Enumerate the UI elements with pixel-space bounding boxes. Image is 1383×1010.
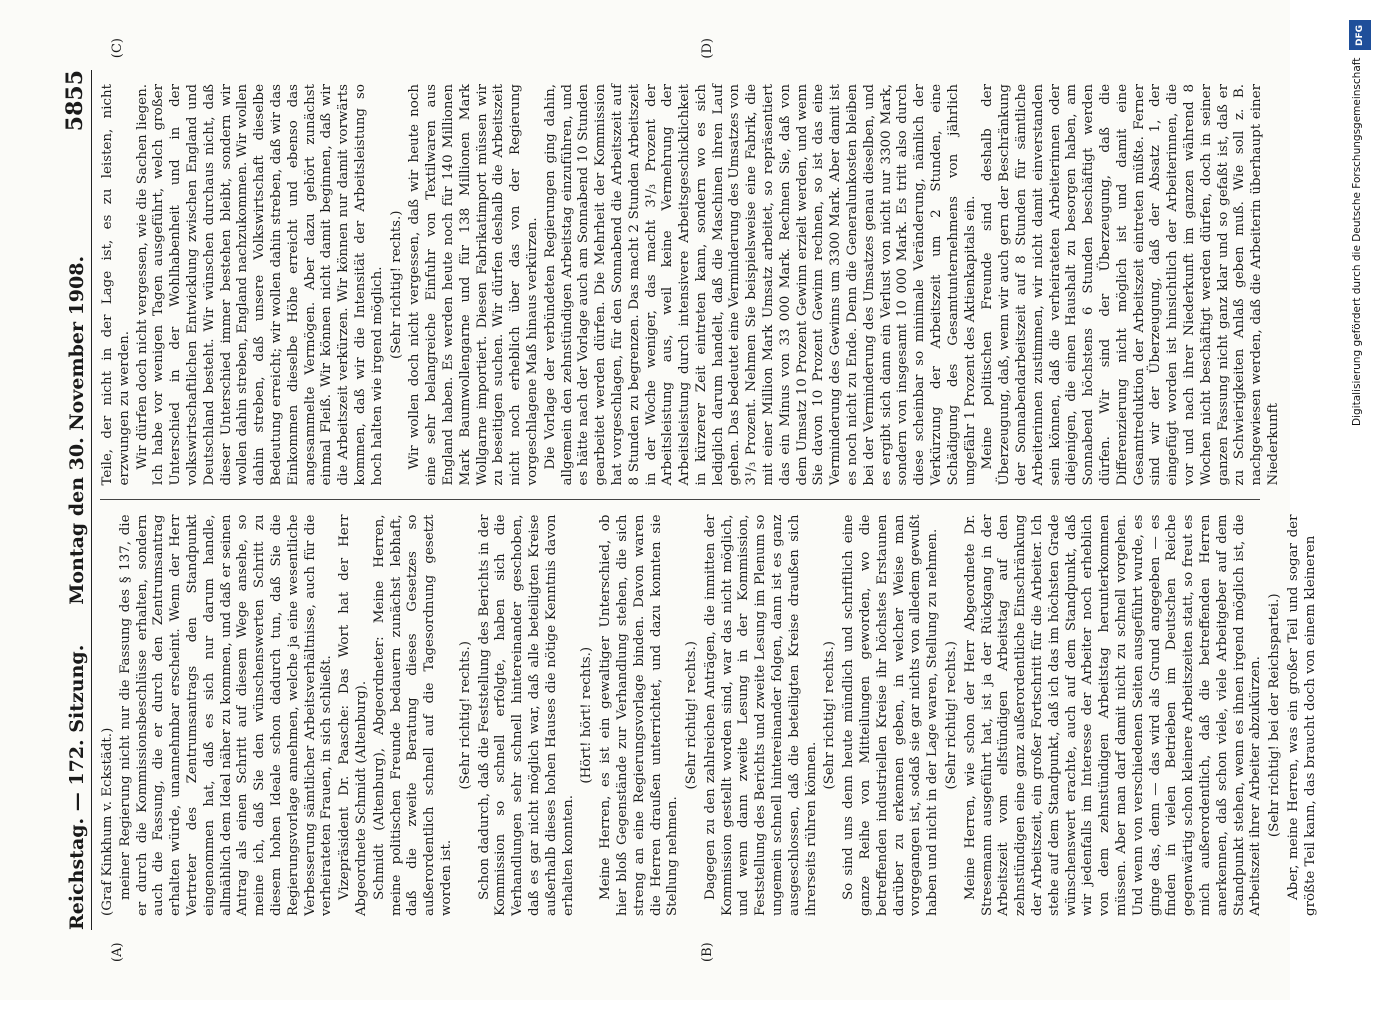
paragraph: Schon dadurch, daß die Feststellung des Berichts in der Kommission so schnell erfolgte, haben sich die Verhandlungen sehr schnell hintereinander geschoben, daß es gar nicht möglich war, daß alle beteiligten Kreise außerhalb dieses hohen Hauses die nötige Kenntnis davon erhalten konnten.	[476, 514, 576, 916]
paragraph: So sind uns denn heute mündlich und schriftlich eine ganze Reihe von Mitteilungen geworden, wo die betreffenden industriellen Kreise ihr höchstes Erstaunen darüber zu erkennen geben, in welcher Weise man vorgegangen ist, sodaß sie gar nichts von alledem gewußt haben und nicht in der Lage waren, Stellung zu nehmen.	[841, 514, 941, 916]
paragraph: (Graf Kinkhum v. Eckstädt.)	[100, 727, 115, 916]
paragraph: Schmidt (Altenburg), Abgeordneter: Meine Herren, meine politischen Freunde bedauern zunächst lebhaft, daß die zweite Beratung dieses Gesetzes so außerordentlich schnell auf die Tagesordnung gesetzt worden ist.	[371, 514, 454, 916]
paragraph: Teile, der nicht in der Lage ist, es zu leisten, nicht erzwungen zu werden.	[100, 84, 132, 486]
interjection: (Sehr richtig! rechts.)	[457, 641, 473, 790]
paragraph: Meine Herren, wie schon der Herr Abgeordnete Dr. Stresemann ausgeführt hat, ist ja der Rückgang in der Arbeitszeit vom elfstündigen Arbeitstag auf den zehnstündigen eine ganz außerordentliche Einschränkung der Arbeitszeit, ein großer Fortschritt für die Arbeiter. Ich stehe auf dem Standpunkt, daß ich das im höchsten Grade wünschenswert erachte, auch auf dem Standpunkt, daß wir jedenfalls im Interesse der Arbeiter noch erheblich von dem zehnstündigen Arbeitstag herunterkommen müssen. Aber man darf damit nicht zu schnell vorgehen. Und wenn von verschiedenen Seiten ausgeführt wurde, es ginge das, denn — das wird als Grund angegeben — es finden in vielen Betrieben im Deutschen Reiche gegenwärtig schon kleinere Arbeitszeiten statt, so freut es mich außerordentlich, daß die betreffenden Herren anerkennen, daß schon viele, viele Arbeitgeber auf dem Standpunkt stehen, wenn es ihnen irgend möglich ist, die Arbeitszeit ihrer Arbeiter abzukürzen.	[962, 514, 1264, 916]
page-header	[58, 70, 92, 930]
dfg-logo: DFG	[1349, 20, 1371, 50]
header-date: Montag den 30. November 1908.	[66, 255, 88, 605]
paragraph: Vizepräsident Dr. Paasche: Das Wort hat der Herr Abgeordnete Schmidt (Altenburg).	[337, 514, 369, 916]
interjection: (Sehr richtig! rechts.)	[388, 210, 404, 359]
margin-marker-a: (A)	[110, 942, 125, 962]
paragraph: Die Vorlage der verbündeten Regierungen ging dahin, allgemein den zehnstündigen Arbeitstag einzuführen, und es hätte nach der Vorlage auch am Sonnabend 10 Stunden gearbeitet werden dürfen. Die Mehrheit der Kommission hat vorgeschlagen, für den Sonnabend die Arbeitszeit auf 8 Stunden zu begrenzen. Das macht 2 Stunden Arbeitszeit in der Woche weniger, das macht 3¹/₃ Prozent der Arbeitsleistung aus, weil keine Vermehrung der Arbeitsleistung durch intensivere Arbeitsgeschicklichkeit in kürzerer Zeit eintreten kann, sondern wo es sich lediglich darum handelt, daß die Maschinen ihren Lauf gehen. Das bedeutet eine Verminderung des Umsatzes von 3¹/₃ Prozent. Nehmen Sie beispielsweise eine Fabrik, die mit einer Million Mark Umsatz arbeitet, so repräsentiert das ein Minus von 33 000 Mark. Rechnen Sie, daß von dem Umsatz 10 Prozent Gewinn erzielt werden, und wenn Sie davon 10 Prozent Gewinn rechnen, so ist das eine Verminderung des Gewinns um 3300 Mark. Aber damit ist es noch nicht zu Ende. Denn die Generalunkosten bleiben bei der Verminderung des Umsatzes genau dieselben, und es ergibt sich dann ein Verlust von nicht nur 3300 Mark, sondern von insgesamt 10 000 Mark. Es tritt also durch diese scheinbar so minimale Veränderung, nämlich der Verkürzung der Arbeitszeit um 2 Stunden, eine Schädigung des Gesamtunternehmens von jährlich ungefähr 1 Prozent des Aktienkapitals ein.	[542, 84, 978, 486]
paragraph: Wir dürfen doch nicht vergessen, wie die Sachen liegen. Ich habe vor wenigen Tagen ausgeführt, welch großer Unterschied in der Wohlhabenheit und in der volkswirtschaftlichen Entwicklung zwischen England und Deutschland besteht. Wir wünschen durchaus nicht, daß dieser Unterschied immer bestehen bleibt, sondern wir wollen dahin streben, England nachzukommen. Wir wollen dahin streben, daß unsere Volkswirtschaft dieselbe Bedeutung erreicht; wir wollen dahin streben, daß wir das Einkommen dieselbe Höhe erreicht und ebenso das angesammelte Vermögen. Aber dazu gehört zunächst einmal Fleiß. Wir können nicht damit beginnen, daß wir die Arbeitszeit verkürzen. Wir können nur damit vorwärts kommen, daß wir die Intensität der Arbeitsleistung so hoch halten wie irgend möglich.	[134, 84, 385, 486]
page-number: 5855	[62, 70, 88, 132]
left-column	[100, 501, 1318, 931]
dfg-watermark	[1345, 10, 1375, 1010]
interjection: (Sehr richtig! rechts.)	[944, 641, 960, 790]
margin-marker-b: (B)	[700, 942, 715, 962]
interjection: (Sehr richtig! rechts.)	[684, 641, 700, 790]
paragraph: Wir wollen doch nicht vergessen, daß wir heute noch eine sehr belangreiche Einfuhr von Textilwaren aus England haben. Es werden heute noch für 140 Millionen Mark Baumwollengarne und für 138 Millionen Mark Wollgarne importiert. Diesen Fabrikatimport müssen wir zu beseitigen suchen. Wir dürfen deshalb die Arbeitszeit nicht noch erheblich über das von der Regierung vorgeschlagene Maß hinaus verkürzen.	[407, 84, 540, 486]
watermark-text: Digitalisierung gefördert durch die Deutsche Forschungsgemeinschaft	[1351, 58, 1363, 427]
margin-marker-d: (D)	[700, 38, 715, 59]
interjection: (Hört! hört! rechts.)	[579, 646, 595, 784]
margin-marker-c: (C)	[110, 38, 125, 59]
right-column	[100, 70, 1281, 501]
header-left: Reichstag. — 172. Sitzung.	[66, 644, 88, 930]
paragraph: Meine Herren, es ist ein gewaltiger Unterschied, ob hier bloß Gegenstände zur Verhandlung stehen, die sich streng an eine Regierungsvorlage binden. Davon waren die Herren draußen unterrichtet, und dazu konnten sie Stellung nehmen.	[598, 514, 681, 916]
paragraph: Dagegen zu den zahlreichen Anträgen, die inmitten der Kommission gestellt worden sind, war das nicht möglich, und wenn dann zweite Lesung in der Kommission, Feststellung des Berichts und zweite Lesung im Plenum so ungemein schnell hintereinander folgen, dann ist es ganz ausgeschlossen, daß die beteiligten Kreise draußen sich ihrerseits rühren können.	[702, 514, 819, 916]
interjection: (Sehr richtig! rechts.)	[822, 641, 838, 790]
paragraph: Aber, meine Herren, was ein großer Teil und sogar der größte Teil kann, das braucht doch von einem kleineren	[1285, 514, 1318, 916]
paragraph: Meine politischen Freunde sind deshalb der Überzeugung, daß, wenn wir auch gern der Beschränkung der Sonnabendarbeitszeit auf 8 Stunden für sämtliche Arbeiterinnen zustimmen, wir nicht damit einverstanden sein können, daß die verheirateten Arbeiterinnen oder diejenigen, die einen Haushalt zu besorgen haben, am Sonnabend höchstens 6 Stunden beschäftigt werden dürfen. Wir sind der Überzeugung, daß die Differenzierung nicht möglich ist und damit eine Gesamtreduktion der Arbeitszeit eintreten müßte. Ferner sind wir der Überzeugung, daß der Absatz 1, der eingefügt worden ist hinsichtlich der Arbeiterinnen, die vor und nach ihrer Niederkunft im ganzen während 8 Wochen nicht beschäftigt werden dürfen, doch in seiner ganzen Fassung nicht ganz klar und so gefaßt ist, daß er zu Schwierigkeiten Anlaß geben muß. Wie soll z. B. nachgewiesen werden, daß die Arbeiterin überhaupt einer Niederkunft	[980, 84, 1281, 486]
paragraph: meiner Regierung nicht nur die Fassung des § 137, die er durch die Kommissionsbeschlüsse erhalten, sondern auch die Fassung, die er durch den Zentrumsantrag erhalten würde, unannehmbar erscheint. Wenn der Herr Vertreter des Zentrumsantrags den Standpunkt eingenommen hat, daß es sich nur darum handle, allmählich dem Ideal näher zu kommen, und daß er seinen Antrag als einen Schritt auf diesem Wege ansehe, so meine ich, daß Sie den wünschenswerten Schritt zu diesem hohen Ideale schon dadurch tun, daß Sie die Regierungsvorlage annehmen, welche ja eine wesentliche Verbesserung sämtlicher Arbeitsverhältnisse, auch für die verheirateten Frauen, in sich schließt.	[117, 514, 335, 916]
text-columns	[100, 70, 1318, 930]
interjection: (Sehr richtig! bei der Reichspartei.)	[1267, 593, 1283, 838]
